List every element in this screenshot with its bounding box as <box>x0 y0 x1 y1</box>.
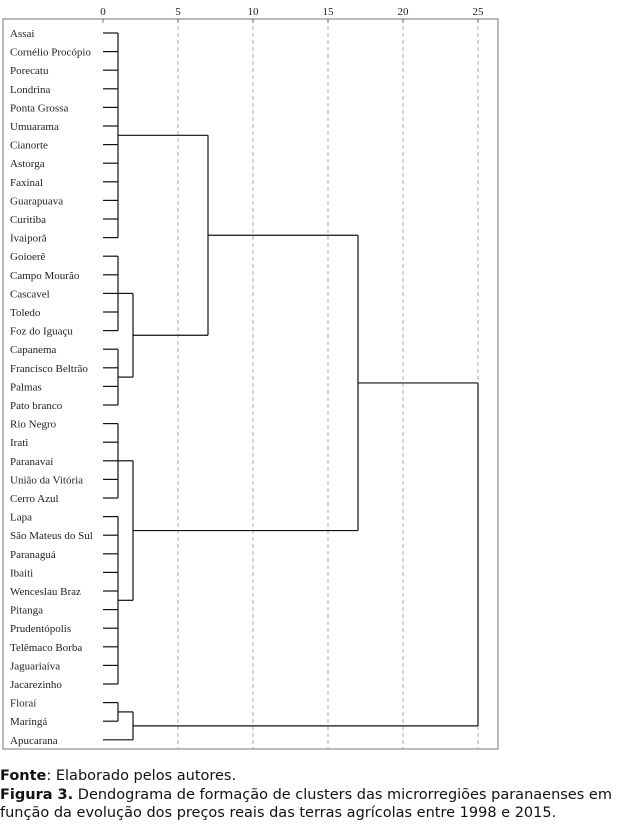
leaf-label: Cerro Azul <box>10 493 59 505</box>
leaf-label: Ivaiporã <box>10 232 47 245</box>
leaf-label: Goioerê <box>10 251 46 264</box>
tick-label-25: 25 <box>472 6 484 18</box>
tick-label-15: 15 <box>322 6 334 18</box>
leaf-label: Foz do Iguaçu <box>10 325 73 338</box>
leaf-label: Jacarezinho <box>10 679 62 691</box>
leaf-label: Astorga <box>10 158 45 171</box>
leaf-label: Cianorte <box>10 139 48 152</box>
leaf-label: Maringá <box>10 716 48 729</box>
source-label: Fonte <box>0 768 47 784</box>
source-note <box>0 767 633 785</box>
leaf-label: Francisco Beltrão <box>10 362 88 375</box>
tick-label-20: 20 <box>397 6 409 18</box>
chart-frame <box>3 19 498 749</box>
leaf-label: Faxinal <box>10 176 43 189</box>
leaf-label: Jaguariaíva <box>10 660 61 673</box>
leaf-label: Curitiba <box>10 214 47 226</box>
tick-label-5: 5 <box>175 6 181 18</box>
leaf-label: Apucarana <box>10 734 58 747</box>
source-text: : Elaborado pelos autores. <box>46 768 237 784</box>
leaf-label: Irati <box>10 437 29 450</box>
tick-label-0: 0 <box>100 6 106 18</box>
leaf-label: Toledo <box>10 307 41 319</box>
leaf-label: Paranavaí <box>10 455 54 468</box>
leaf-label: Pato branco <box>10 400 63 412</box>
leaf-label: Palmas <box>10 381 42 394</box>
leaf-label: Rio Negro <box>10 418 57 431</box>
figure-text: Dendograma de formação de clusters das microrregiões paranaenses em função da evolução dos preços reais das terras agrícolas entre 1998 e 2015. <box>0 787 612 821</box>
leaf-label: Wenceslau Braz <box>10 586 81 598</box>
leaf-label: Guarapuava <box>10 195 64 208</box>
leaf-label: Ibaiti <box>10 567 34 580</box>
leaf-label: Campo Mourão <box>10 269 80 282</box>
leaf-label: Assai <box>10 28 35 40</box>
leaf-label: Londrina <box>10 83 51 96</box>
leaf-label: União da Vitória <box>10 474 84 487</box>
leaf-label: Ponta Grossa <box>10 102 69 115</box>
tick-label-10: 10 <box>247 6 259 18</box>
leaf-label: Lapa <box>10 511 32 524</box>
leaf-label: Pitanga <box>10 604 43 617</box>
leaf-label: Cornélio Procópio <box>10 46 91 59</box>
leaf-label: Paranaguá <box>10 548 56 561</box>
leaf-label: Cascavel <box>10 288 50 301</box>
leaf-label: Floraí <box>10 697 37 710</box>
leaf-label: Telêmaco Borba <box>10 641 83 654</box>
leaf-label: Prudentópolis <box>10 623 72 636</box>
leaf-label: Umuarama <box>10 121 59 133</box>
figure-caption <box>0 786 633 822</box>
leaf-label: Porecatu <box>10 65 49 78</box>
leaf-label: Capanema <box>10 344 57 357</box>
figure-label: Figura 3. <box>0 787 74 803</box>
leaf-label: São Mateus do Sul <box>10 530 93 543</box>
